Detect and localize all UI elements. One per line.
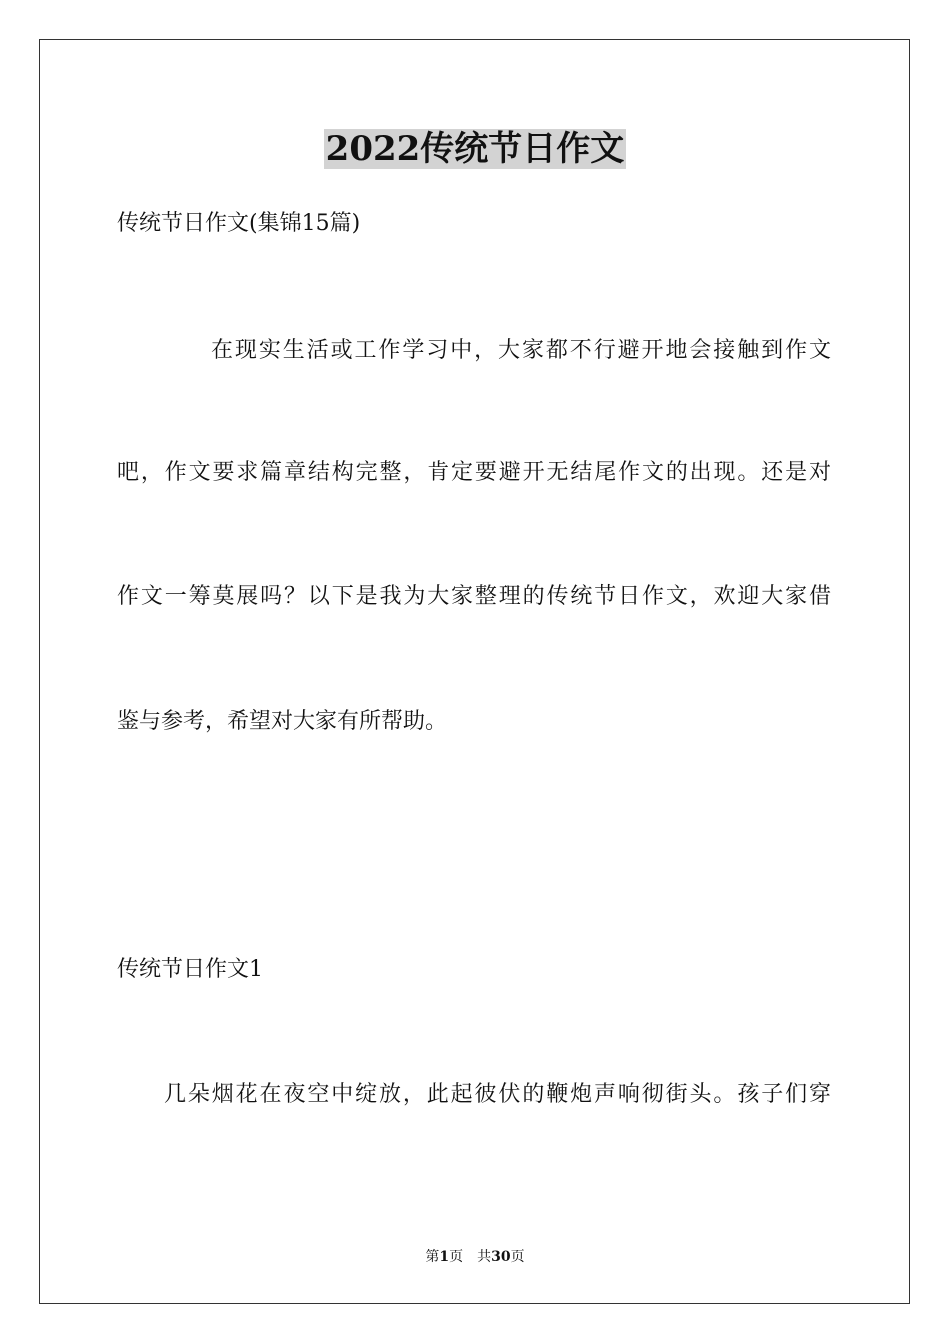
footer-page-suffix: 页 (510, 1249, 525, 1265)
section-heading: 传统节日作文1 (117, 957, 263, 982)
footer-page-current: 1 (439, 1249, 450, 1265)
section-first-line: 几朵烟花在夜空中绽放，此起彼伏的鞭炮声响彻街头。孩子们穿 (164, 1082, 831, 1107)
intro-line-1: 在现实生活或工作学习中，大家都不行避开地会接触到作文 (211, 338, 831, 363)
document-subtitle: 传统节日作文(集锦15篇) (117, 211, 361, 236)
footer-page-total: 30 (491, 1249, 511, 1265)
intro-line-2: 吧，作文要求篇章结构完整，肯定要避开无结尾作文的出现。还是对 (117, 460, 831, 485)
intro-line-4: 鉴与参考，希望对大家有所帮助。 (117, 709, 448, 734)
intro-line-3: 作文一筹莫展吗？以下是我为大家整理的传统节日作文，欢迎大家借 (117, 584, 831, 609)
document-title-block (0, 126, 950, 172)
page-footer (0, 1247, 950, 1267)
footer-page-mid: 页 共 (449, 1249, 492, 1265)
footer-page-prefix: 第 (425, 1249, 440, 1265)
document-title: 2022传统节日作文 (325, 129, 625, 169)
